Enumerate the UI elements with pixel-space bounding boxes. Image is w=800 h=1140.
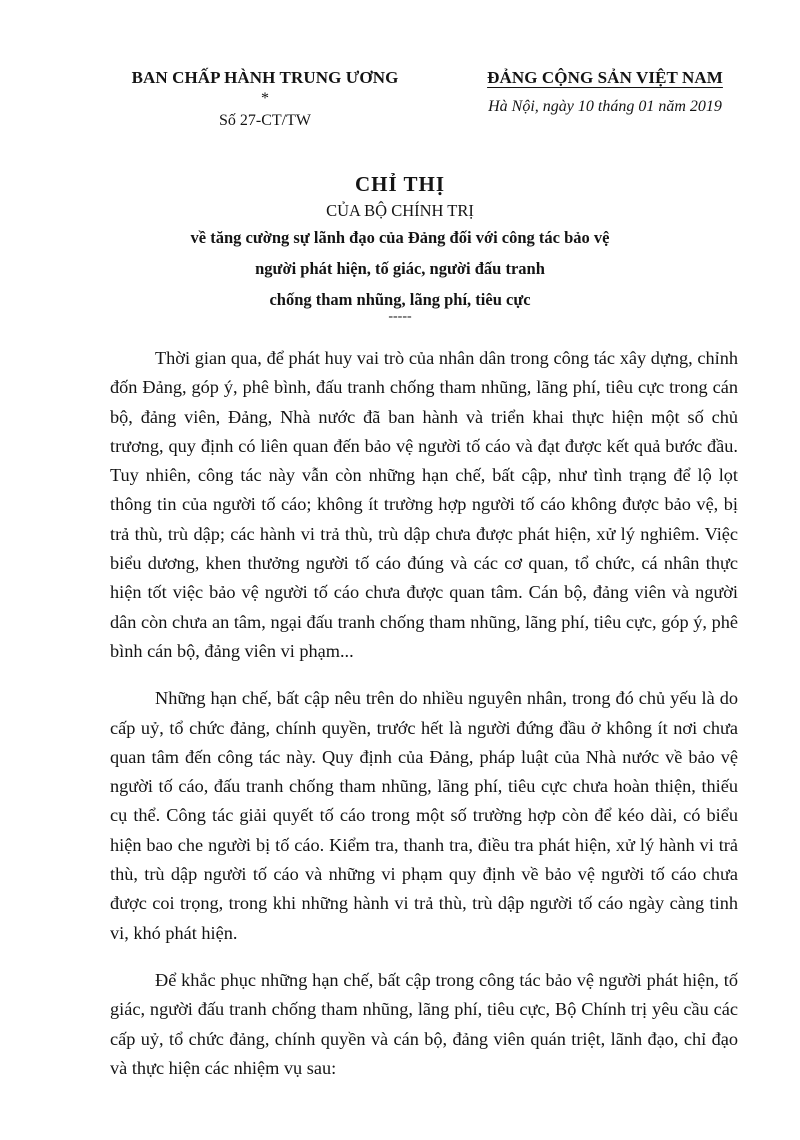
document-body — [110, 344, 738, 1101]
body-paragraph: Thời gian qua, để phát huy vai trò của nhân dân trong công tác xây dựng, chỉnh đốn Đảng, góp ý, phê bình, đấu tranh chống tham nhũng, lãng phí, tiêu cực trong cán bộ, đảng viên, Đảng, Nhà nước đã ban hành và triển khai thực hiện một số chủ trương, quy định có liên quan đến bảo vệ người tố cáo và đạt được kết quả bước đầu. Tuy nhiên, công tác này vẫn còn những hạn chế, bất cập, như tình trạng để lộ lọt thông tin của người tố cáo; không ít trường hợp người tố cáo không được bảo vệ, bị trả thù, trù dập; các hành vi trả thù, trù dập chưa được phát hiện, xử lý nghiêm. Việc biểu dương, khen thưởng người tố cáo đúng và các cơ quan, tổ chức, cá nhân thực hiện tốt việc bảo vệ người tố cáo chưa được quan tâm. Cán bộ, đảng viên và người dân còn chưa an tâm, ngại đấu tranh chống tham nhũng, lãng phí, tiêu cực, góp ý, phê bình cán bộ, đảng viên vi phạm... — [110, 348, 738, 661]
header-left — [100, 68, 430, 130]
body-paragraph: Để khắc phục những hạn chế, bất cập trong công tác bảo vệ người phát hiện, tố giác, người đấu tranh chống tham nhũng, lãng phí, tiêu cực, Bộ Chính trị yêu cầu các cấp uỷ, tổ chức đảng, chính quyền và cán bộ, đảng viên quán triệt, lãnh đạo, chỉ đạo và thực hiện các nhiệm vụ sau: — [110, 969, 738, 1078]
document-title: CHỈ THỊ — [354, 172, 446, 196]
document-number: Số 27-CT/TW — [219, 112, 311, 129]
date-line: Hà Nội, ngày 10 tháng 01 năm 2019 — [488, 98, 722, 115]
header-star: * — [261, 90, 269, 107]
body-paragraph: Những hạn chế, bất cập nêu trên do nhiều nguyên nhân, trong đó chủ yếu là do cấp uỷ, tổ chức đảng, chính quyền, trước hết là người đứng đầu ở không ít nơi chưa quan tâm đến công tác này. Quy định của Đảng, pháp luật của Nhà nước về bảo vệ người tố cáo, đấu tranh chống tham nhũng, lãng phí, tiêu cực chưa hoàn thiện, thiếu cụ thể. Công tác giải quyết tố cáo trong một số trường hợp còn để kéo dài, có biểu hiện bao che người bị tố cáo. Kiểm tra, thanh tra, điều tra phát hiện, xử lý hành vi trả thù, trù dập người tố cáo và những vi phạm quy định về bảo vệ người tố cáo chưa được coi trọng, trong khi những hành vi trả thù, trù dập người tố cáo ngày càng tinh vi, khó phát hiện. — [110, 688, 738, 943]
party-name: ĐẢNG CỘNG SẢN VIỆT NAM — [487, 68, 723, 87]
title-separator: ----- — [388, 309, 412, 324]
subject-line: về tăng cường sự lãnh đạo của Đảng đối với công tác bảo vệ — [190, 228, 610, 247]
subject-line: chống tham nhũng, lãng phí, tiêu cực — [269, 290, 531, 309]
header-right — [440, 68, 770, 116]
issuing-body: BAN CHẤP HÀNH TRUNG ƯƠNG — [131, 68, 399, 87]
subject-line: người phát hiện, tố giác, người đấu tranh — [255, 259, 545, 278]
document-subtitle: CỦA BỘ CHÍNH TRỊ — [326, 201, 474, 220]
title-block — [60, 172, 740, 324]
